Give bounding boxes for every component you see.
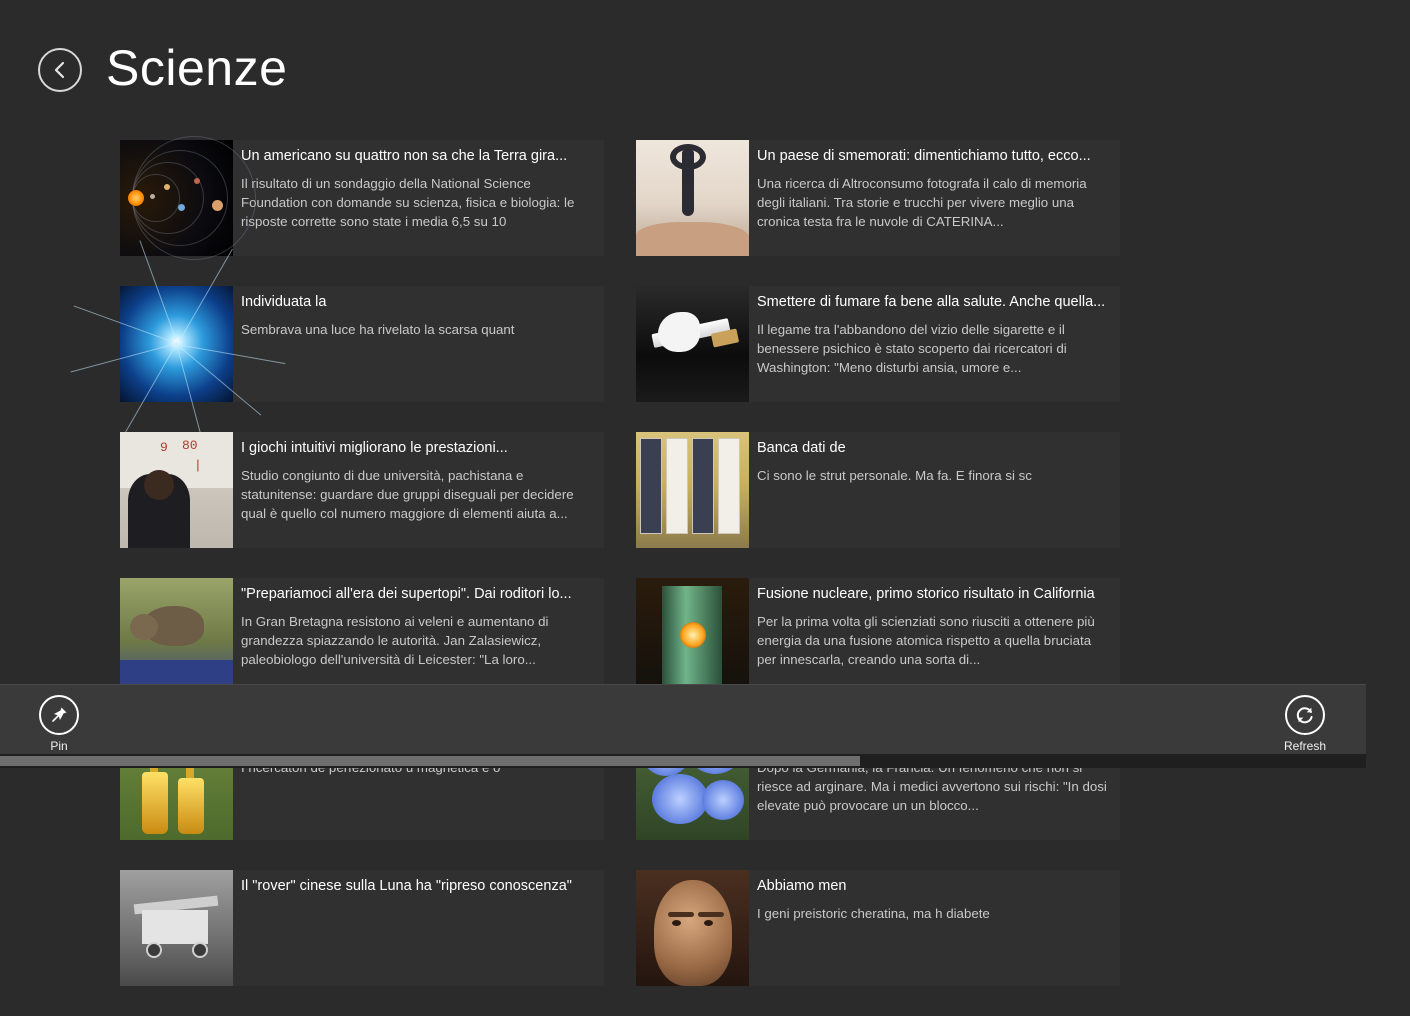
article-text [749, 286, 1120, 402]
article-description: Per la prima volta gli scienziati sono riusciti a ottenere più energia da una fusione atomica rispetto a quella bruciata per innescarla, creando una sorta di... [757, 614, 1095, 667]
article-tile[interactable] [636, 140, 1120, 256]
article-text [233, 578, 604, 694]
article-description: I geni preistoric cheratina, ma h diabete [757, 906, 990, 921]
article-tile[interactable] [636, 578, 1120, 694]
pin-button[interactable] [19, 695, 99, 753]
scrollbar-thumb[interactable] [0, 756, 860, 766]
article-text [233, 286, 604, 402]
article-description: Il risultato di un sondaggio della National Science Foundation con domande su scienza, fisica e biologia: le risposte corrette sono state i media 6,5 su 10 [241, 176, 575, 229]
article-thumbnail [120, 286, 233, 402]
article-thumbnail: 9 80 | [120, 432, 233, 548]
pin-button-label: Pin [50, 739, 68, 753]
article-thumbnail [120, 578, 233, 694]
article-thumbnail [120, 140, 233, 256]
article-tile[interactable] [120, 286, 604, 402]
article-tile[interactable] [120, 578, 604, 694]
article-thumbnail [636, 286, 749, 402]
article-tile[interactable] [636, 870, 1120, 986]
article-text [233, 870, 604, 986]
article-grid [120, 140, 1410, 1016]
article-tile[interactable] [636, 286, 1120, 402]
article-title: Il "rover" cinese sulla Luna ha "ripreso conoscenza" [241, 878, 572, 894]
refresh-button[interactable] [1265, 695, 1345, 753]
article-title: Abbiamo men [757, 878, 847, 894]
article-description: Il legame tra l'abbandono del vizio delle sigarette e il benessere psichico è stato scoperto dai ricercatori di Washington: "Meno disturbi ansia, umore e... [757, 322, 1067, 375]
article-title: I giochi intuitivi migliorano le prestazioni... [241, 440, 508, 456]
refresh-icon [1285, 695, 1325, 735]
article-title: Smettere di fumare fa bene alla salute. Anche quella... [757, 294, 1106, 310]
article-thumbnail [120, 870, 233, 986]
article-description: Una ricerca di Altroconsumo fotografa il calo di memoria degli italiani. Tra storie e trucchi per vivere meglio una cronica testa fra le nuvole di CATERINA... [757, 176, 1087, 229]
article-title: Banca dati de [757, 440, 846, 456]
article-description: Studio congiunto di due università, pachistana e statunitense: guardare due gruppi diseguali per decidere qual è quello col numero maggiore di elementi aiuta a... [241, 468, 574, 521]
article-tile[interactable] [120, 140, 604, 256]
article-text [749, 140, 1120, 256]
page-header [0, 0, 1366, 126]
article-description: riesce ad arginare. Ma i medici avvertono sui rischi: "In dosi elevate può provocare un un blocco... [757, 779, 1107, 813]
back-arrow-icon [49, 59, 71, 81]
article-description: In Gran Bretagna resistono ai veleni e aumentano di grandezza spiazzando le autorità. Jan Zalasiewicz, paleobiologo dell'università di Leicester: "La loro... [241, 614, 549, 667]
article-text [233, 140, 604, 256]
article-text [749, 870, 1120, 986]
article-tile[interactable] [120, 432, 604, 548]
article-text [233, 432, 604, 548]
horizontal-scrollbar[interactable] [0, 754, 1366, 768]
article-title: Fusione nucleare, primo storico risultato in California [757, 586, 1095, 602]
page-title: Scienze [106, 40, 288, 96]
article-tile[interactable] [120, 870, 604, 986]
article-description: Sembrava una luce ha rivelato la scarsa quant [241, 322, 515, 337]
article-thumbnail [636, 578, 749, 694]
article-description: Ci sono le strut personale. Ma fa. E finora si sc [757, 468, 1032, 483]
article-thumbnail [636, 432, 749, 548]
article-thumbnail [636, 140, 749, 256]
pin-icon [39, 695, 79, 735]
back-button[interactable] [38, 48, 82, 92]
article-text [749, 578, 1120, 694]
article-title: Un americano su quattro non sa che la Terra gira... [241, 148, 568, 164]
article-thumbnail [636, 870, 749, 986]
article-title: Un paese di smemorati: dimentichiamo tutto, ecco... [757, 148, 1091, 164]
article-title: "Prepariamoci all'era dei supertopi". Dai roditori lo... [241, 586, 572, 602]
article-title: Individuata la [241, 294, 327, 310]
article-tile[interactable] [636, 432, 1120, 548]
article-text [749, 432, 1120, 548]
refresh-button-label: Refresh [1283, 739, 1327, 753]
